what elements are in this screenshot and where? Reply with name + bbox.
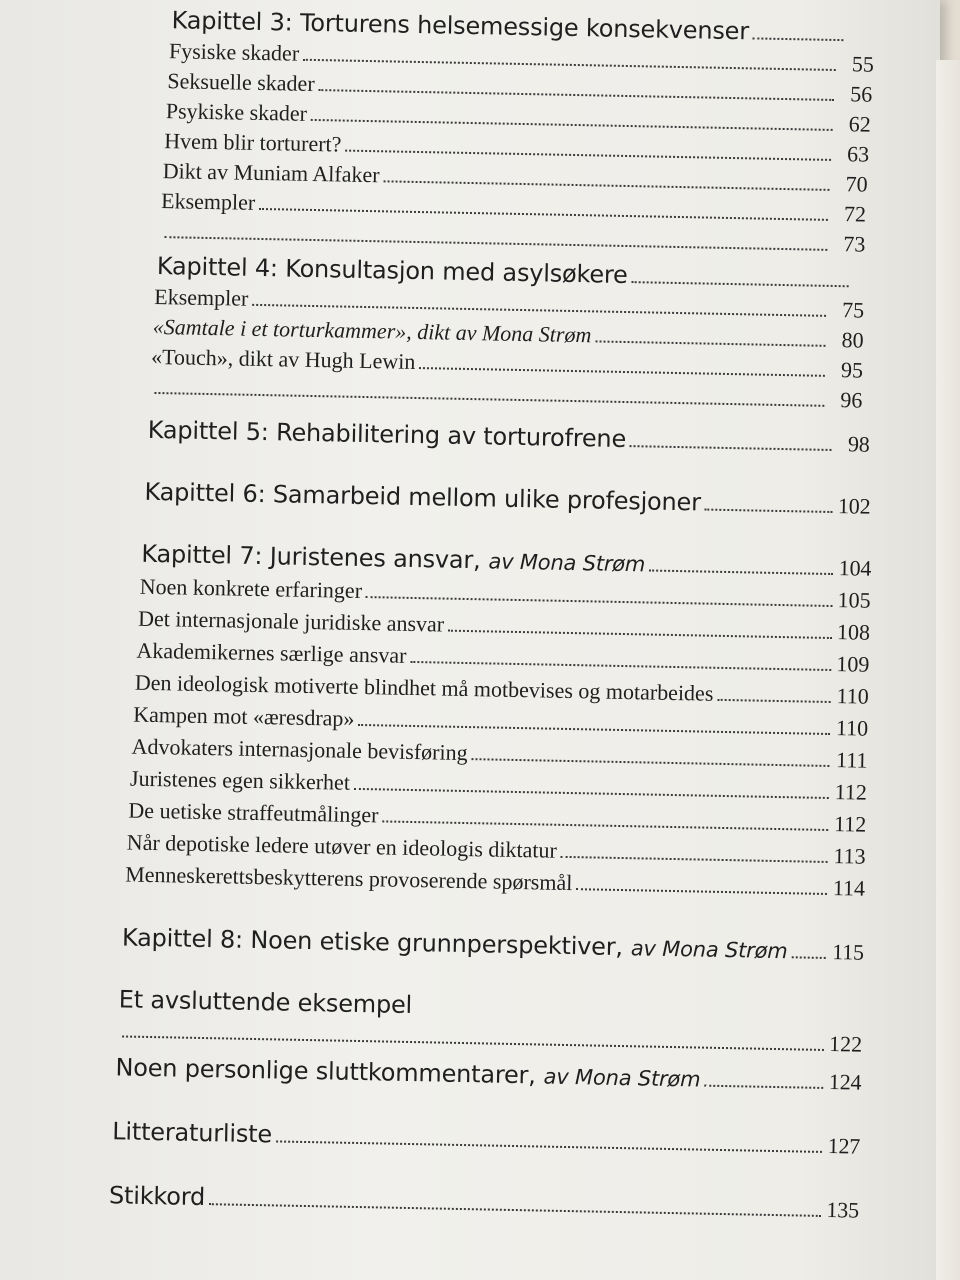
dot-leader bbox=[631, 279, 848, 287]
section-title: Litteraturliste bbox=[112, 1117, 273, 1149]
page-number: 72 bbox=[843, 201, 867, 227]
dot-leader bbox=[366, 594, 833, 607]
page-number: 105 bbox=[837, 587, 871, 613]
dot-leader bbox=[576, 886, 827, 895]
dot-leader bbox=[649, 567, 833, 575]
dot-leader bbox=[753, 35, 844, 41]
page-number: 124 bbox=[828, 1069, 862, 1095]
entry-title: Noen konkrete erfaringer bbox=[139, 573, 363, 603]
section-author: av Mona Strøm bbox=[543, 1064, 701, 1092]
dot-leader bbox=[717, 697, 830, 703]
dot-leader bbox=[419, 365, 825, 377]
page-number: 56 bbox=[850, 81, 873, 107]
entry-title: Eksempler bbox=[154, 283, 249, 311]
section-title: Noen personlige sluttkommentarer, bbox=[115, 1053, 536, 1090]
dot-leader bbox=[704, 1083, 823, 1089]
entry-title: Seksuelle skader bbox=[167, 68, 315, 96]
page-number: 80 bbox=[841, 327, 864, 353]
section-title: Et avsluttende eksempel bbox=[118, 985, 413, 1020]
dot-leader bbox=[209, 1201, 821, 1217]
dot-leader bbox=[252, 302, 826, 317]
entry-title: De uetiske straffeutmålinger bbox=[128, 797, 379, 828]
page-number: 109 bbox=[836, 651, 870, 677]
entry-title: Juristenes egen sikkerhet bbox=[129, 765, 351, 795]
dot-leader bbox=[705, 507, 833, 513]
entry-title: Menneskerettsbeskytterens provoserende spørsmål bbox=[124, 861, 573, 896]
page-number: 98 bbox=[847, 431, 870, 457]
page-number: 73 bbox=[843, 231, 866, 257]
entry-title: Det internasjonale juridiske ansvar bbox=[137, 605, 445, 637]
page-number: 113 bbox=[833, 843, 866, 869]
chapter-author: av Mona Strøm bbox=[488, 549, 646, 577]
page-number: 55 bbox=[851, 51, 875, 77]
dot-leader bbox=[383, 178, 829, 191]
page-number: 135 bbox=[826, 1197, 860, 1223]
page-number: 104 bbox=[838, 555, 872, 581]
dot-leader bbox=[471, 756, 829, 767]
dot-leader bbox=[354, 786, 829, 799]
page-number: 114 bbox=[832, 875, 866, 901]
toc-section-closing-comments bbox=[115, 1053, 861, 1095]
dot-leader bbox=[561, 854, 828, 863]
chapter-title: Kapittel 5: Rehabilitering av torturofrene bbox=[147, 415, 627, 454]
page-number: 115 bbox=[832, 939, 865, 965]
dot-leader bbox=[630, 443, 832, 451]
toc-section-index bbox=[109, 1181, 859, 1223]
dot-leader bbox=[345, 148, 831, 161]
entry-title: Dikt av Muniam Alfaker bbox=[162, 158, 380, 188]
entry-title: Akademikernes særlige ansvar bbox=[136, 637, 407, 668]
dot-leader bbox=[311, 117, 833, 131]
entry-title: Kampen mot «æresdrap» bbox=[133, 701, 355, 731]
toc-chapter-5 bbox=[147, 416, 869, 458]
page-number: 102 bbox=[837, 493, 871, 519]
chapter-title: Kapittel 6: Samarbeid mellom ulike profesjoner bbox=[144, 477, 702, 517]
entry-title: «Touch», dikt av Hugh Lewin bbox=[150, 343, 416, 374]
toc-section-bibliography bbox=[112, 1117, 860, 1159]
page-number: 127 bbox=[827, 1133, 861, 1159]
page-number: 62 bbox=[848, 111, 871, 137]
page-number: 63 bbox=[846, 141, 870, 167]
page-number: 110 bbox=[836, 683, 870, 709]
page-number: 70 bbox=[845, 171, 868, 197]
chapter-title: Kapittel 7: Juristenes ansvar, bbox=[141, 539, 481, 575]
next-page-edge bbox=[936, 60, 960, 1280]
page-number: 95 bbox=[840, 357, 864, 383]
chapter-author: av Mona Strøm bbox=[630, 936, 788, 964]
dot-leader bbox=[259, 206, 828, 221]
dot-leader bbox=[303, 57, 836, 71]
dot-leader bbox=[164, 234, 827, 251]
chapter-title: Kapittel 3: Torturens helsemessige konsekvenser bbox=[171, 6, 750, 46]
toc-chapter-8 bbox=[122, 923, 864, 965]
page-number: 108 bbox=[836, 619, 871, 645]
page-number: 122 bbox=[828, 1031, 863, 1057]
dot-leader bbox=[410, 659, 831, 671]
dot-leader bbox=[276, 1138, 822, 1152]
entry-title: Eksempler bbox=[160, 188, 256, 215]
dot-leader bbox=[122, 1033, 824, 1050]
page-number: 112 bbox=[834, 779, 868, 805]
dot-leader bbox=[358, 722, 830, 735]
chapter-title: Kapittel 8: Noen etiske grunnperspektiver, bbox=[121, 923, 624, 962]
toc-chapter-6 bbox=[144, 478, 870, 520]
entry-title: Hvem blir torturert? bbox=[164, 128, 342, 157]
entry-title: Psykiske skader bbox=[165, 98, 308, 126]
entry-title: Når depotiske ledere utøver en ideologis diktatur bbox=[126, 829, 558, 863]
section-title: Stikkord bbox=[108, 1181, 206, 1212]
page-number: 110 bbox=[835, 715, 869, 741]
entry-title: Advokaters internasjonale bevisføring bbox=[131, 733, 468, 766]
chapter-title: Kapittel 4: Konsultasjon med asylsøkere bbox=[156, 251, 628, 290]
dot-leader bbox=[595, 338, 825, 346]
dot-leader bbox=[154, 390, 824, 407]
dot-leader bbox=[319, 87, 835, 101]
page-number: 112 bbox=[833, 811, 867, 837]
entry-title: Den ideologisk motiverte blindhet må motbevises og motarbeides bbox=[134, 669, 714, 706]
dot-leader bbox=[382, 818, 828, 831]
page-number: 75 bbox=[841, 297, 865, 323]
page-number: 96 bbox=[840, 387, 863, 413]
entry-title: «Samtale i et torturkammer», dikt av Mona Strøm bbox=[152, 313, 592, 348]
dot-leader bbox=[791, 954, 825, 959]
entry-title: Fysiske skader bbox=[168, 38, 300, 66]
page-number: 111 bbox=[835, 747, 868, 773]
dot-leader bbox=[448, 628, 832, 639]
